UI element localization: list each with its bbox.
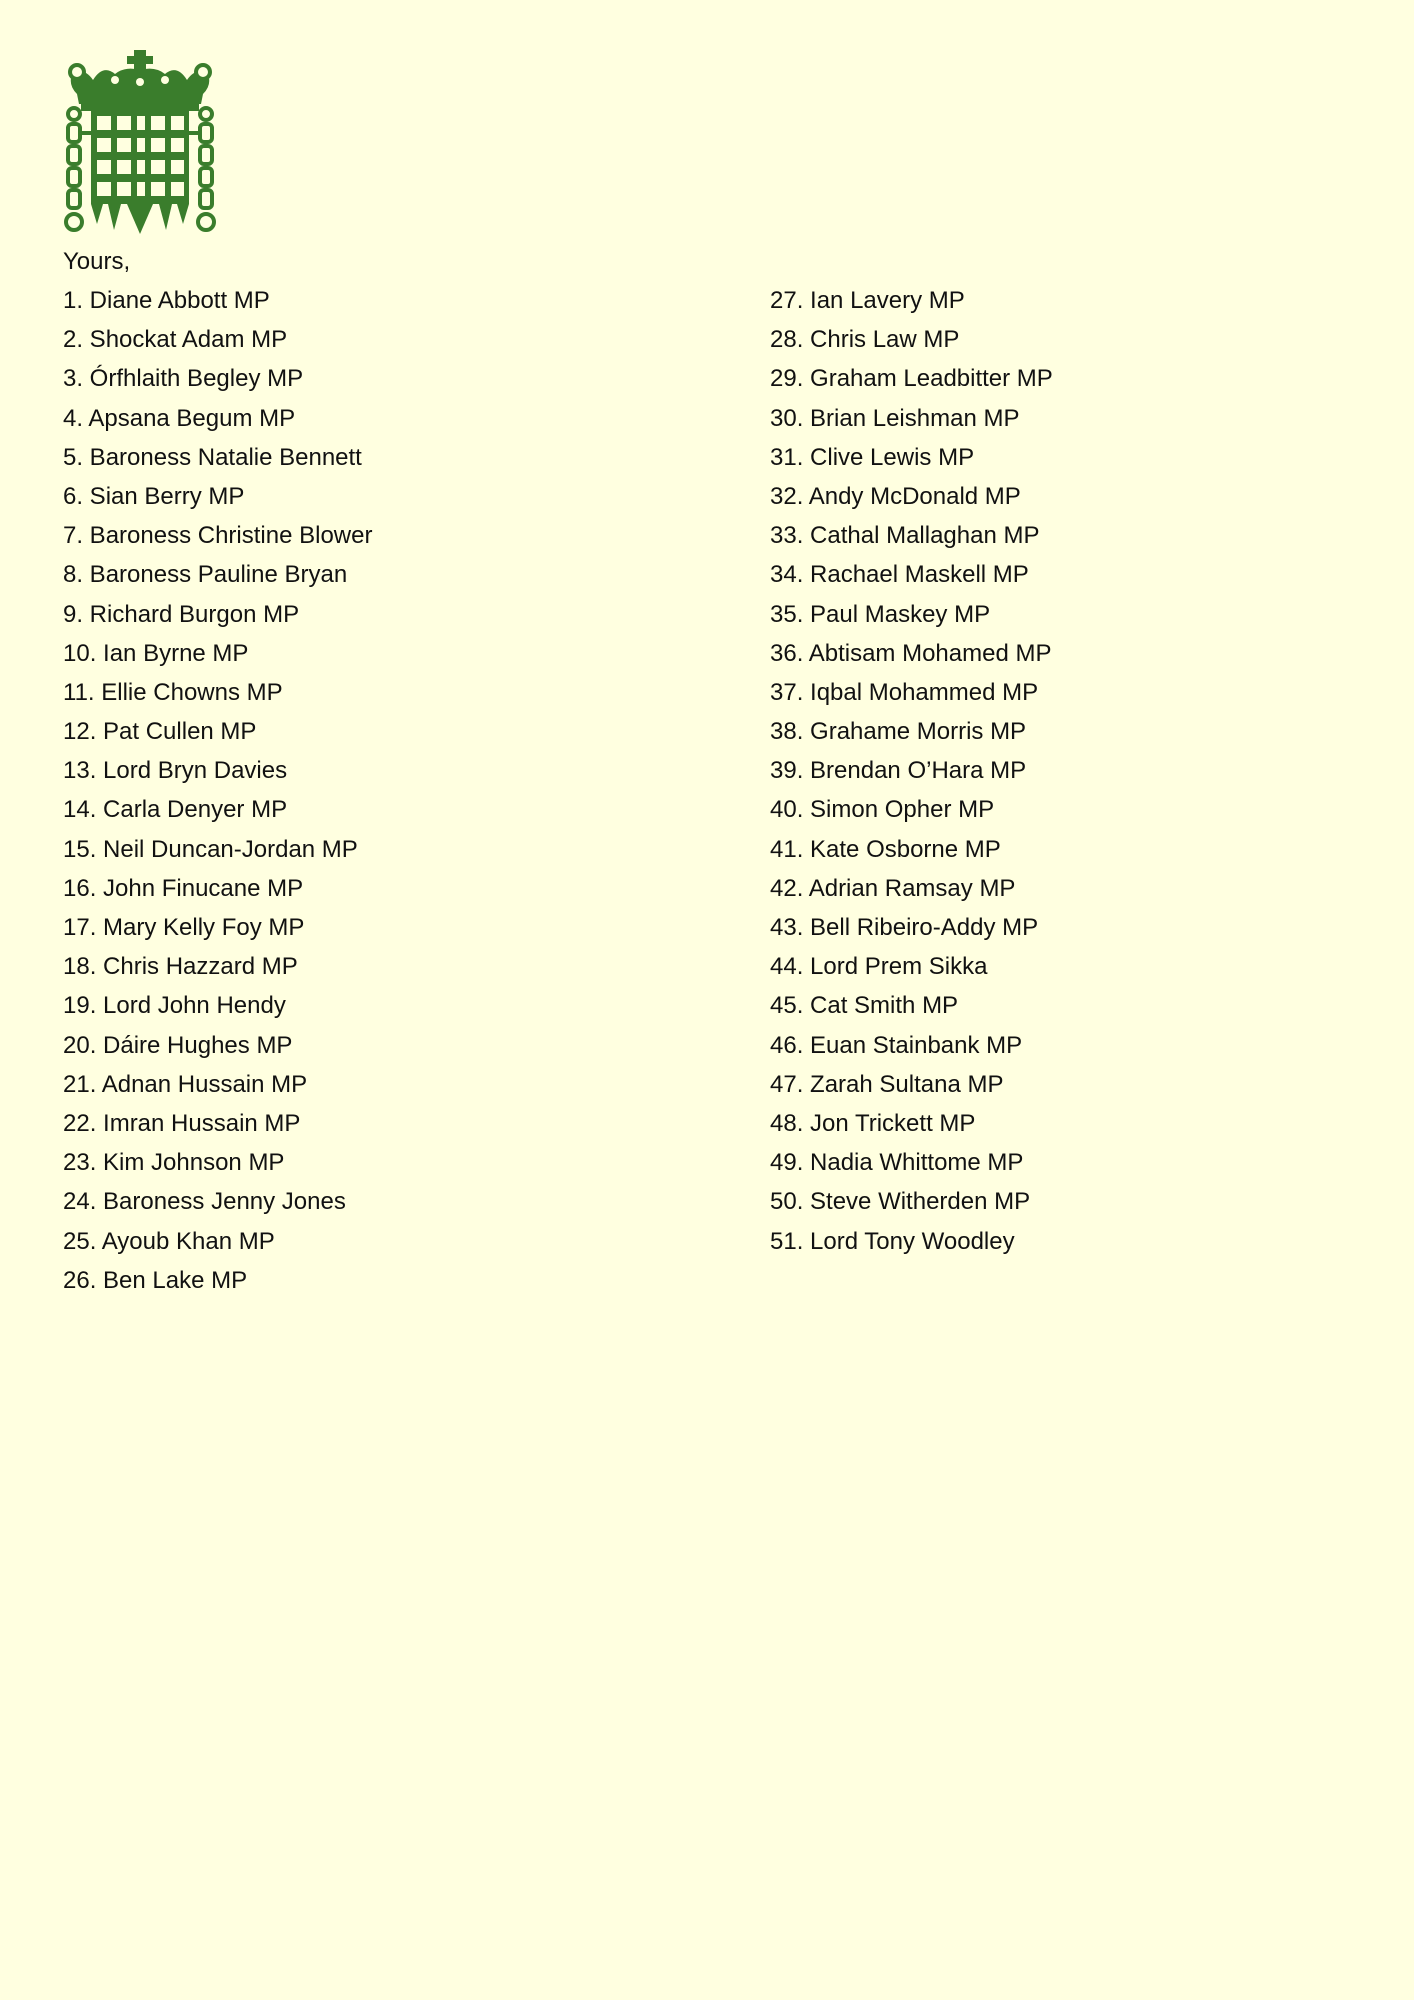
signatory-item: 26. Ben Lake MP	[63, 1266, 248, 1294]
signatory-item: 29. Graham Leadbitter MP	[770, 365, 1053, 393]
signatory-item: 23. Kim Johnson MP	[63, 1149, 285, 1177]
signatory-item: 7. Baroness Christine Blower	[63, 522, 373, 550]
signatory-item: 24. Baroness Jenny Jones	[63, 1188, 346, 1216]
signatory-item: 51. Lord Tony Woodley	[770, 1227, 1015, 1255]
signatories-list-left	[63, 286, 372, 1305]
signatory-item: 43. Bell Ribeiro-Addy MP	[770, 914, 1039, 941]
signatory-item: 13. Lord Bryn Davies	[63, 757, 288, 785]
signatory-item: 2. Shockat Adam MP	[63, 326, 288, 354]
signatory-item: 39. Brendan O’Hara MP	[770, 757, 1027, 785]
signatory-item: 16. John Finucane MP	[63, 874, 304, 902]
signatory-item: 38. Grahame Morris MP	[770, 718, 1027, 746]
signatory-item: 19. Lord John Hendy	[63, 992, 286, 1020]
signatory-item: 48. Jon Trickett MP	[770, 1109, 976, 1137]
signatory-item: 9. Richard Burgon MP	[63, 600, 300, 628]
signatory-item: 46. Euan Stainbank MP	[770, 1031, 1023, 1059]
signatory-item: 45. Cat Smith MP	[770, 992, 959, 1020]
signatory-item: 21. Adnan Hussain MP	[63, 1070, 308, 1098]
signatory-item: 34. Rachael Maskell MP	[770, 561, 1029, 589]
signatory-item: 32. Andy McDonald MP	[770, 482, 1021, 510]
signatory-item: 6. Sian Berry MP	[63, 482, 245, 510]
signatory-item: 10. Ian Byrne MP	[63, 639, 249, 667]
signatory-item: 12. Pat Cullen MP	[63, 718, 257, 746]
signatory-item: 11. Ellie Chowns MP	[63, 678, 283, 706]
signatory-item: 30. Brian Leishman MP	[770, 404, 1020, 432]
signatories-list-right	[770, 286, 1053, 1266]
signatory-item: 37. Iqbal Mohammed MP	[770, 678, 1039, 706]
signatory-item: 28. Chris Law MP	[770, 326, 960, 354]
signatory-item: 15. Neil Duncan-Jordan MP	[63, 835, 358, 863]
signatory-item: 14. Carla Denyer MP	[63, 796, 288, 824]
portcullis-crown-icon	[63, 50, 218, 240]
signatory-item: 50. Steve Witherden MP	[770, 1188, 1031, 1216]
signatory-item: 5. Baroness Natalie Bennett	[63, 443, 362, 471]
signatory-item: 20. Dáire Hughes MP	[63, 1031, 293, 1059]
signatory-item: 25. Ayoub Khan MP	[63, 1227, 275, 1255]
signatory-item: 31. Clive Lewis MP	[770, 443, 975, 471]
signatory-item: 8. Baroness Pauline Bryan	[63, 561, 348, 589]
signatory-item: 33. Cathal Mallaghan MP	[770, 522, 1040, 550]
signatory-item: 47. Zarah Sultana MP	[770, 1070, 1004, 1098]
signatory-item: 4. Apsana Begum MP	[63, 404, 296, 432]
signatory-item: 3. Órfhlaith Begley MP	[63, 365, 304, 393]
signatory-item: 1. Diane Abbott MP	[63, 287, 270, 314]
salutation: Yours,	[63, 248, 131, 275]
signatory-item: 49. Nadia Whittome MP	[770, 1149, 1024, 1177]
signatory-item: 44. Lord Prem Sikka	[770, 953, 988, 981]
signatory-item: 22. Imran Hussain MP	[63, 1109, 301, 1137]
signatory-item: 17. Mary Kelly Foy MP	[63, 914, 305, 941]
signatory-item: 27. Ian Lavery MP	[770, 287, 965, 314]
parliament-portcullis-logo	[63, 50, 218, 240]
signatory-item: 41. Kate Osborne MP	[770, 835, 1001, 863]
signatory-item: 18. Chris Hazzard MP	[63, 953, 298, 981]
signatory-item: 42. Adrian Ramsay MP	[770, 874, 1016, 902]
signatory-item: 35. Paul Maskey MP	[770, 600, 991, 628]
signatory-item: 40. Simon Opher MP	[770, 796, 995, 824]
signatory-item: 36. Abtisam Mohamed MP	[770, 639, 1052, 667]
